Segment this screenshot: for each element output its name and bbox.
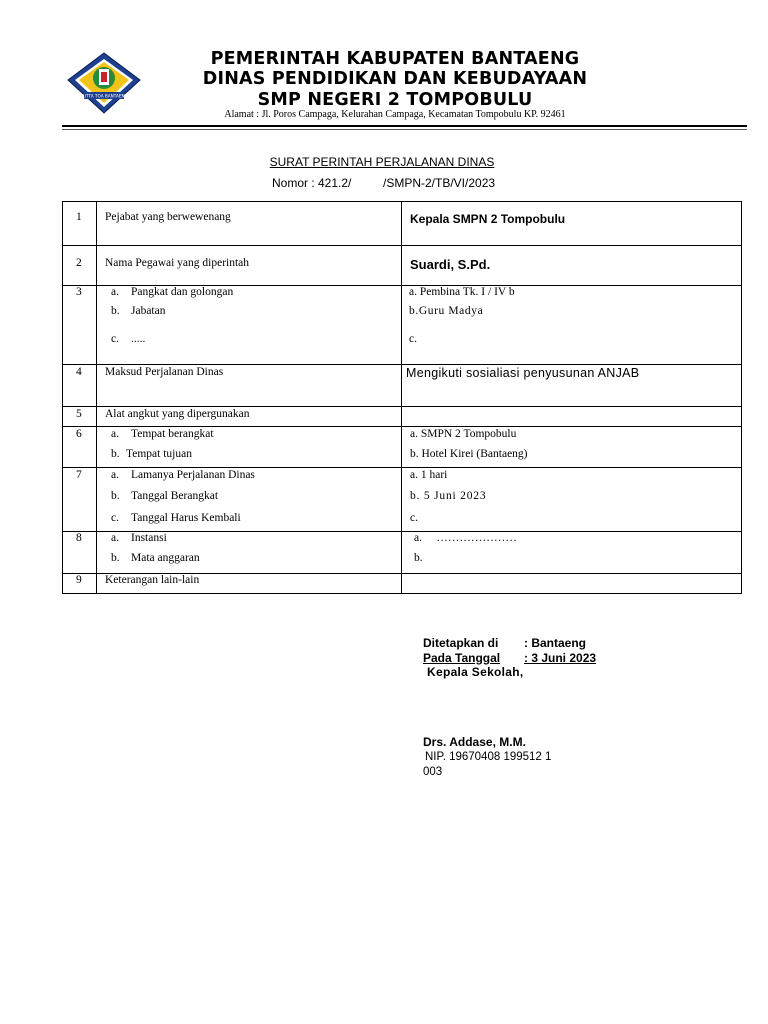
row-value: b. 5 Juni 2023: [410, 490, 487, 502]
row-label: Keterangan lain-lain: [105, 574, 200, 586]
row-label: Mata anggaran: [131, 552, 200, 564]
row-label: Instansi: [131, 532, 167, 544]
signer-nip: NIP. 19670408 199512 1: [425, 751, 552, 763]
row-number: 7: [76, 469, 82, 481]
regency-logo: [66, 52, 142, 114]
row-label: Pejabat yang berwewenang: [105, 211, 231, 223]
row-value: Kepala SMPN 2 Tompobulu: [410, 212, 566, 226]
row-number: 4: [76, 366, 82, 378]
row-value: c.: [410, 512, 418, 524]
row-label: Tanggal Berangkat: [131, 490, 219, 502]
header-divider-thin: [62, 129, 747, 130]
row-label: Tanggal Harus Kembali: [131, 512, 241, 524]
row-mark: b.: [111, 490, 120, 502]
header-divider: [62, 125, 747, 127]
issued-at-value: : Bantaeng: [524, 636, 587, 650]
issued-date-label: Pada Tanggal: [423, 651, 501, 665]
issued-at-label: Ditetapkan di: [423, 636, 499, 650]
row-label: Alat angkut yang dipergunakan: [105, 408, 250, 420]
row-number: 5: [76, 408, 82, 420]
row-mark: a.: [111, 286, 119, 298]
signer-name: Drs. Addase, M.M.: [423, 735, 526, 749]
row-label: Tempat tujuan: [126, 448, 192, 460]
logo-text: BUTTA TOA BANTAENG: [80, 93, 128, 99]
row-mark: b.: [111, 305, 120, 317]
row-value: a. SMPN 2 Tompobulu: [410, 428, 517, 440]
row-value: b.Guru Madya: [409, 305, 484, 317]
row-value: Suardi, S.Pd.: [410, 257, 491, 272]
row-label: Jabatan: [131, 305, 166, 317]
row-mark: c.: [111, 333, 119, 345]
row-mark: a.: [111, 469, 119, 481]
row-label: Lamanya Perjalanan Dinas: [131, 469, 255, 481]
header-line-2: DINAS PENDIDIKAN DAN KEBUDAYAAN: [202, 69, 588, 89]
issued-date-value: : 3 Juni 2023: [524, 651, 597, 665]
row-number: 6: [76, 428, 82, 440]
row-label: .....: [131, 333, 146, 345]
row-mark: a.: [111, 428, 119, 440]
row-value: b. Hotel Kirei (Bantaeng): [410, 448, 528, 460]
row-value: b.: [414, 552, 423, 564]
signer-position: Kepala Sekolah,: [427, 665, 524, 679]
header-line-1: PEMERINTAH KABUPATEN BANTAENG: [210, 49, 580, 69]
signer-nip-continued: 003: [423, 766, 443, 778]
row-number: 3: [76, 286, 82, 298]
row-mark: b.: [111, 552, 120, 564]
row-mark: b.: [111, 448, 120, 460]
row-label: Nama Pegawai yang diperintah: [105, 257, 250, 269]
document-number-label: Nomor : 421.2/: [272, 176, 352, 190]
document-number-suffix: /SMPN-2/TB/VI/2023: [383, 176, 496, 190]
row-value: a. 1 hari: [410, 469, 448, 481]
document-title: SURAT PERINTAH PERJALANAN DINAS: [269, 155, 495, 169]
row-mark: c.: [111, 512, 119, 524]
row-value: a. Pembina Tk. I / IV b: [409, 286, 515, 298]
row-value: c.: [409, 333, 417, 345]
row-label: Maksud Perjalanan Dinas: [105, 366, 224, 378]
row-value: Mengikuti sosialiasi penyusunan ANJAB: [406, 366, 640, 380]
row-value: a. …………………: [414, 532, 517, 544]
row-number: 8: [76, 532, 82, 544]
header-address: Alamat : Jl. Poros Campaga, Kelurahan Campaga, Kecamatan Tompobulu KP. 92461: [224, 109, 566, 120]
row-number: 9: [76, 574, 82, 586]
row-label: Tempat berangkat: [131, 428, 214, 440]
row-label: Pangkat dan golongan: [131, 286, 234, 298]
header-line-3: SMP NEGERI 2 TOMPOBULU: [257, 90, 533, 110]
row-mark: a.: [111, 532, 119, 544]
row-number: 1: [76, 211, 82, 223]
row-number: 2: [76, 257, 82, 269]
